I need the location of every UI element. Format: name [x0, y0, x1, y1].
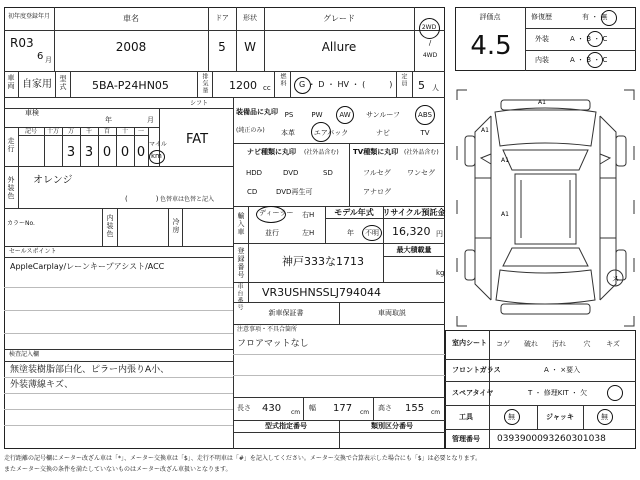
color-paren: ( ): [125, 195, 159, 203]
spare-label: スペアタイヤ: [452, 389, 494, 397]
recycle-label: リサイクル預託金: [382, 208, 446, 217]
equip-navi: ナビ: [376, 129, 390, 137]
notes-text: フロアマットなし: [237, 339, 309, 349]
equip-aw: AW: [339, 111, 351, 119]
import-dealer: ディーラー: [259, 209, 294, 217]
type-cert-label: 型式指定番号: [265, 422, 307, 430]
chassis-label: 車台番号: [236, 283, 243, 311]
max-load-label: 最大積載量: [396, 246, 432, 254]
door-label: ドア: [215, 14, 229, 22]
digit-header-2: 万: [67, 128, 75, 135]
digit-header-4: 百: [103, 128, 111, 135]
repair-value: 有 ・ 無: [582, 13, 608, 21]
color-no-label: カラーNo.: [7, 220, 35, 227]
spare-mark: ス: [612, 275, 619, 283]
windshield-label: フロントガラス: [452, 366, 501, 374]
length-value: 430: [262, 403, 282, 414]
import-label: 輸入車: [237, 212, 245, 236]
equip-tv: TV: [420, 129, 430, 137]
exterior-color: オレンジ: [33, 175, 73, 186]
plate-label: 登録番号: [237, 247, 245, 279]
interior-label: 内装: [535, 56, 549, 64]
tv-title: TV種類に丸印: [353, 148, 399, 156]
mileage-digit: 3: [84, 145, 94, 160]
damage-mark: A1: [501, 211, 509, 218]
import-parallel: 並行: [265, 229, 279, 237]
mile-label: マイル: [149, 141, 167, 148]
footer-line2: またメーター交換の条件を満たしていないものはメーター改ざん車扱いとなります。: [4, 466, 232, 473]
model-label: 型式: [59, 75, 67, 91]
tools-value: 無: [508, 413, 515, 421]
sales-point-label: セールスポイント: [9, 248, 57, 255]
equip-leather: 本革: [281, 129, 295, 137]
import-left-h: 左H: [302, 229, 315, 237]
inspector-line1: 無塗装樹脂部白化、ピラー内張りA小、: [10, 365, 170, 375]
damage-mark: A1: [538, 99, 546, 106]
jack-value: 無: [601, 413, 608, 421]
use-type: 自家用: [22, 79, 52, 90]
car-name: 2008: [115, 40, 147, 54]
exterior-value: A ・ B ・ C: [570, 35, 608, 43]
interior-color-label: 内装色: [106, 214, 114, 238]
width-value: 177: [333, 403, 353, 414]
mileage-digit: 3: [66, 145, 76, 160]
model-year-unit: 年: [347, 229, 354, 237]
fuel-options: G ・ D ・ HV ・ ( ): [299, 80, 393, 89]
exterior-label: 外装: [535, 35, 549, 43]
displacement-label: 排気量: [201, 73, 208, 94]
equipment-subtitle: (純正のみ): [236, 127, 265, 134]
tv-analog: アナログ: [363, 188, 391, 196]
first-reg-month: 6: [37, 51, 44, 62]
doc-warranty: 新車保証書: [268, 309, 304, 317]
color-label: 外装色: [7, 176, 15, 200]
spare-value: T ・ 修理KIT ・ 欠: [528, 389, 588, 397]
vehicle-label: 車両: [7, 74, 15, 90]
grade: Allure: [321, 40, 357, 54]
sheet-scratch: キズ: [606, 340, 620, 348]
inspector-line2: 外装薄線キズ、: [10, 380, 74, 390]
spare-missing-circle: [607, 385, 623, 401]
score-label: 評価点: [479, 13, 501, 21]
navi-sd: SD: [323, 169, 333, 177]
navi-note: (社外品含む): [304, 149, 339, 156]
sheet-burn: コゲ: [496, 340, 510, 348]
mileage-digit: 0: [136, 145, 146, 160]
drive-4wd: 4WD: [422, 52, 438, 59]
width-unit: cm: [360, 409, 370, 416]
length-label: 長さ: [237, 404, 251, 412]
fuel-label: 燃料: [279, 73, 286, 87]
notes-label: 注意事項・不具合箇所: [237, 326, 298, 333]
height-unit: cm: [431, 409, 441, 416]
length-unit: cm: [291, 409, 301, 416]
color-note: 色替車は色替と記入: [160, 196, 215, 203]
navi-dvd-play: DVD再生可: [276, 188, 313, 196]
mileage-digit: 0: [120, 145, 130, 160]
navi-title: ナビ種類に丸印: [247, 148, 296, 156]
month-unit: 月: [45, 56, 52, 64]
windshield-value: A ・ ×要入: [544, 366, 581, 374]
equip-ps: PS: [284, 111, 294, 119]
repaint-label: 冷房: [172, 218, 180, 234]
inspection-label: 車検: [25, 109, 39, 117]
car-name-label: 車名: [123, 14, 139, 23]
equip-sunroof: サンルーフ: [365, 111, 401, 119]
tv-fullseg: フルセグ: [363, 169, 391, 177]
repair-label: 修復歴: [531, 13, 552, 21]
displacement: 1200: [229, 79, 257, 92]
recycle-unit: 円: [436, 230, 443, 238]
sheet-tear: 破れ: [524, 340, 538, 348]
shift-value: FAT: [186, 132, 209, 147]
body-shape: W: [244, 40, 256, 54]
mgmt-value: 0393900093260301038: [497, 434, 606, 444]
damage-mark: A1: [501, 157, 509, 164]
recycle-amount: 16,320: [392, 225, 431, 238]
drive-2wd: 2WD: [421, 24, 437, 31]
shift-label: シフト: [190, 100, 209, 107]
digit-header-5: 十: [121, 128, 129, 135]
model-year-unknown: 不明: [365, 229, 379, 237]
model-year-label: モデル年式: [334, 208, 374, 217]
footer-line1: 走行距離の記号欄にメーター改ざん車は「*」、メーター交換車は「$」、走行不明車は「#」を記入してください。メーター交換で合算表示した場合にも「$」は必要となります。: [4, 455, 482, 462]
sheet-dirt: 汚れ: [552, 340, 566, 348]
navi-cd: CD: [247, 188, 258, 196]
tools-label: 工具: [459, 413, 473, 421]
tv-oneseg: ワンセグ: [407, 169, 435, 177]
mileage-label: 走行: [7, 137, 15, 153]
capacity-unit: 人: [432, 84, 439, 92]
chassis-number: VR3USHNSSLJ794044: [262, 286, 382, 299]
capacity: 5: [418, 79, 425, 92]
model-code: 5BA-P24HN05: [92, 79, 169, 92]
class-label: 類別区分番号: [371, 422, 413, 430]
max-load-kg: kg: [436, 269, 445, 277]
door-count: 5: [218, 40, 226, 54]
inspection-month-unit: 月: [147, 116, 154, 124]
digit-header-1: 十万: [46, 128, 60, 135]
capacity-label: 定員: [400, 73, 407, 87]
mgmt-label: 管理番号: [452, 435, 480, 443]
first-reg-era: R03: [10, 36, 34, 50]
sales-point-text: AppleCarplay/レーンキープアシスト/ACC: [10, 262, 165, 271]
equip-airbag: エアバック: [313, 129, 349, 137]
score-value: 4.5: [470, 31, 512, 61]
digit-header-6: 一: [137, 128, 145, 135]
equip-abs: ABS: [418, 111, 432, 119]
width-label: 幅: [309, 404, 316, 412]
sheet-hole: 穴: [583, 340, 591, 348]
navi-dvd: DVD: [283, 169, 299, 177]
jack-label: ジャッキ: [546, 413, 574, 421]
equipment-title: 装備品に丸印: [236, 108, 278, 116]
navi-hdd: HDD: [246, 169, 263, 177]
plate-number: 神戸333な1713: [282, 255, 364, 268]
interior-value: A ・ B ・ C: [570, 56, 608, 64]
height-value: 155: [405, 403, 425, 414]
mileage-digit: 0: [102, 145, 112, 160]
digit-header-0: 記号: [24, 128, 38, 135]
cc-unit: cc: [263, 84, 271, 92]
equip-pw: PW: [311, 111, 323, 119]
interior-sheet-label: 室内シート: [452, 339, 487, 347]
inspector-label: 検査記入欄: [9, 351, 40, 358]
drive-sep: /: [428, 39, 432, 47]
tv-note: (社外品含む): [404, 149, 439, 156]
first-reg-label: 初年度登録年月: [8, 13, 51, 20]
grade-label: グレード: [323, 14, 355, 23]
damage-mark: A1: [481, 127, 489, 134]
import-right-h: 右H: [302, 211, 315, 219]
doc-manual: 車両取説: [378, 309, 406, 317]
height-label: 高さ: [378, 404, 392, 412]
car-damage-diagram: [455, 88, 636, 328]
digit-header-3: 千: [85, 128, 93, 135]
shape-label: 形状: [243, 14, 257, 22]
km-label: km: [151, 152, 162, 160]
inspection-year-unit: 年: [105, 116, 112, 124]
